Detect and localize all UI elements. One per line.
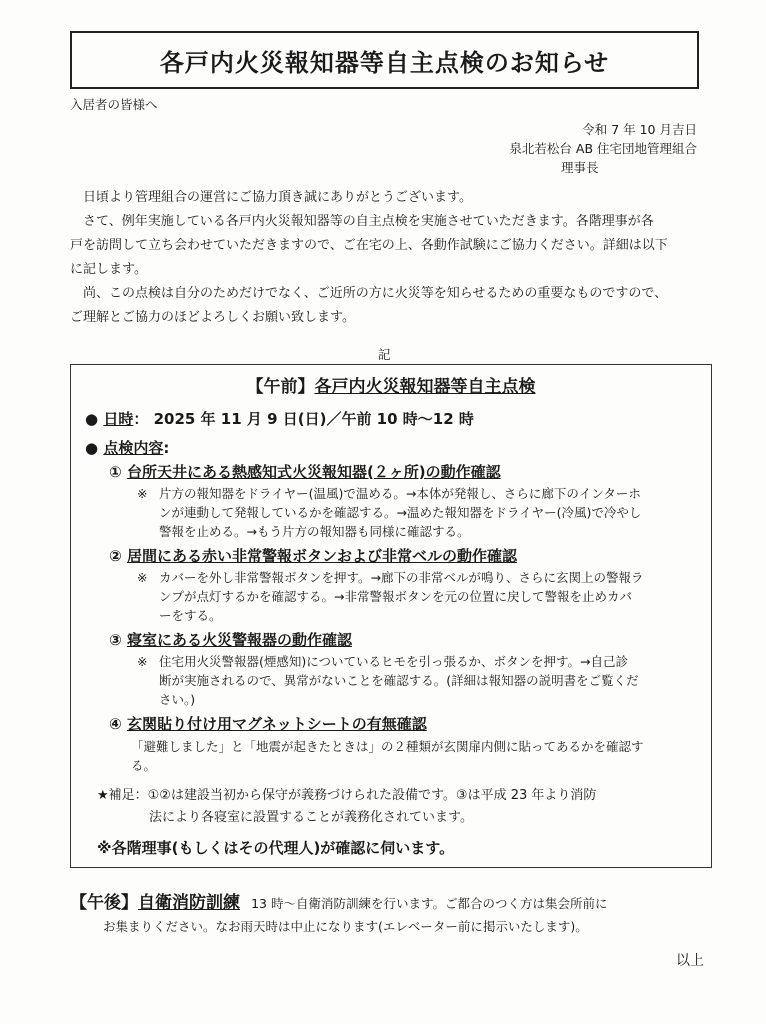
paragraph-notice-line3: に記します。: [70, 262, 147, 277]
afternoon-section: [70, 888, 607, 913]
note-line: 住宅用火災警報器(煙感知)についているヒモを引っ張るか、ボタンを押す。→自己診: [159, 654, 628, 669]
body-text: [70, 186, 710, 330]
supplement-line: 法により各寝室に設置することが義務化されています。: [149, 810, 473, 825]
content-label: 点検内容: [103, 439, 164, 457]
check-item-3-title: [109, 629, 352, 650]
date-value: ： 2025 年 11 月 9 日(日)／午前 10 時～12 時: [133, 410, 474, 428]
note-line: ンが連動して発報しているかを確認する。→温めた報知器をドライヤー(冷風)で冷やし: [159, 505, 642, 520]
content-line: [85, 437, 169, 458]
inspection-details-box: [70, 364, 712, 868]
note-line: ンプが点灯するかを確認する。→非常警報ボタンを元の位置に戻して警報を止めカバ: [159, 589, 632, 604]
item-title: 居間にある赤い非常警報ボタンおよび非常ベルの動作確認: [126, 547, 517, 565]
afternoon-text-line2: お集まりください。なお雨天時は中止になります(エレベーター前に掲示いたします)。: [103, 919, 588, 934]
check-item-1-title: [109, 461, 501, 482]
note-mark: ※: [137, 486, 148, 501]
item-title: 寝室にある火災警報器の動作確認: [126, 631, 352, 649]
check-item-2-note: [137, 568, 704, 625]
sender-role: 理事長: [561, 160, 599, 175]
note-line: カバーを外し非常警報ボタンを押す。→廊下の非常ベルが鳴り、さらに玄関上の警報ラ: [159, 570, 644, 585]
check-item-2-title: [109, 545, 517, 566]
paragraph-notice-line2: 戸を訪問して立ち会わせていただきますので、ご在宅の上、各動作試験にご協力ください。詳細は以下: [70, 238, 668, 253]
paragraph-notice-line1: さて、例年実施している各戸内火災報知器等の自主点検を実施させていただきます。各階理事が各: [83, 214, 654, 229]
content-colon: :: [163, 439, 170, 457]
item-number: ④: [109, 715, 122, 733]
item-number: ①: [109, 463, 122, 481]
issue-date: 令和 7 年 10 月吉日: [582, 122, 697, 137]
paragraph-request-line1: 尚、この点検は自分のためだけでなく、ご近所の方に火災等を知らせるための重要なものですので、: [83, 286, 668, 301]
check-item-4-title: [109, 713, 427, 734]
date-line: [85, 408, 474, 429]
morning-heading: [71, 372, 711, 397]
check-item-3-note: [137, 652, 704, 709]
supplement-line: ★補足：①②は建設当初から保守が義務づけられた設備です。③は平成 23 年より消防: [97, 788, 597, 803]
item-number: ③: [109, 631, 122, 649]
note-mark: ※: [137, 570, 148, 585]
afternoon-heading: [70, 893, 240, 913]
ki-mark: 記: [378, 347, 391, 362]
item-title: 玄関貼り付け用マグネットシートの有無確認: [126, 715, 427, 733]
afternoon-text-line1: 13 時～自衛消防訓練を行います。ご都合のつく方は集会所前に: [251, 896, 608, 911]
note-line: 「避難しました」と「地震が起きたときは」の２種類が玄関扉内側に貼ってあるかを確認す: [131, 739, 644, 754]
date-label: 日時: [103, 410, 134, 428]
title-text: 各戸内火災報知器等自主点検のお知らせ: [159, 48, 610, 77]
closing-note: ※各階理事(もしくはその代理人)が確認に伺います。: [97, 839, 455, 857]
item-title: 台所天井にある熱感知式火災報知器(２ヶ所)の動作確認: [126, 463, 501, 481]
morning-heading-text: 各戸内火災報知器等自主点検: [314, 377, 536, 397]
note-line: ーをする。: [159, 608, 222, 623]
bullet-icon: ●: [85, 410, 99, 428]
note-mark: ※: [137, 654, 148, 669]
note-line: さい。): [159, 692, 196, 707]
morning-bracket: 【午前】: [246, 377, 315, 397]
note-line: 断が実施されるので、異常がないことを確認する。(詳細は報知器の説明書をご覧くだ: [159, 673, 639, 688]
afternoon-bracket: 【午後】: [70, 893, 138, 913]
document-title: [70, 31, 699, 89]
addressee: 入居者の皆様へ: [70, 97, 158, 112]
note-line: 警報を止める。→もう片方の報知器も同様に確認する。: [159, 524, 470, 539]
note-line: 片方の報知器をドライヤー(温風)で温める。→本体が発報し、さらに廊下のインターホ: [159, 486, 641, 501]
note-line: る。: [131, 758, 157, 773]
paragraph-greeting: 日頃より管理組合の運営にご協力頂き誠にありがとうございます。: [83, 190, 472, 205]
item-number: ②: [109, 547, 122, 565]
bullet-icon: ●: [85, 439, 99, 457]
end-mark: 以上: [676, 953, 704, 969]
check-item-4-note: [131, 737, 706, 775]
check-item-1-note: [137, 484, 704, 541]
supplement-note: [97, 785, 707, 829]
paragraph-request-line2: ご理解とご協力のほどよろしくお願い致します。: [70, 310, 355, 325]
afternoon-heading-text: 自衛消防訓練: [138, 893, 240, 913]
sender-organization: 泉北若松台 AB 住宅団地管理組合: [509, 141, 697, 156]
